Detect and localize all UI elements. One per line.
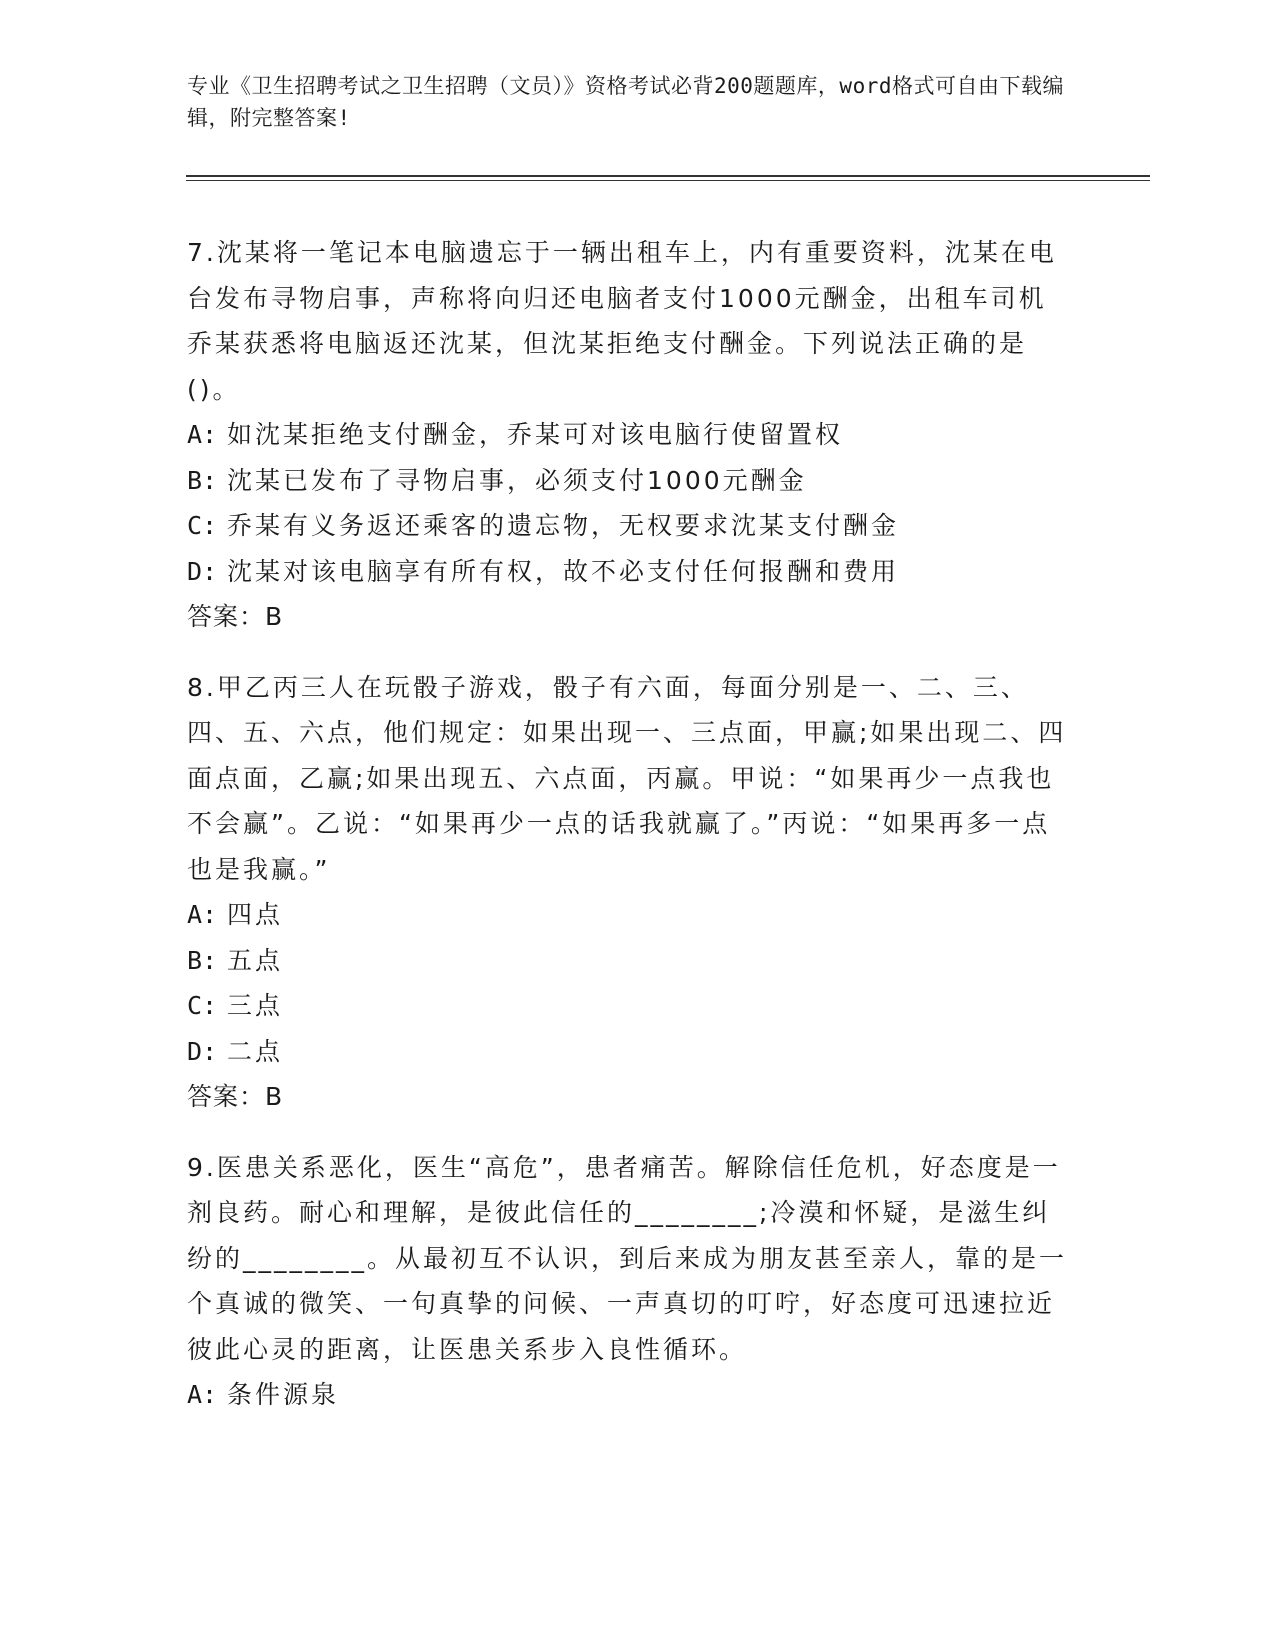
answer-label: 答案：B (187, 602, 284, 631)
option-letter: B: (187, 465, 218, 495)
option-text: 沈某对该电脑享有所有权，故不必支付任何报酬和费用 (227, 556, 900, 586)
option-letter: A: (187, 1380, 218, 1409)
option-d (187, 1029, 1067, 1075)
option-letter: C: (187, 511, 218, 540)
question-7 (187, 230, 1067, 640)
option-c (187, 983, 1067, 1029)
option-letter: D: (187, 1036, 218, 1066)
option-c (187, 503, 1067, 549)
option-text: 五点 (227, 945, 284, 975)
option-b (187, 938, 1067, 984)
option-letter: D: (187, 556, 218, 586)
question-list (187, 230, 1067, 1443)
header-divider-thin (186, 180, 1150, 181)
option-b (187, 458, 1067, 504)
option-letter: A: (187, 900, 218, 929)
option-text: 三点 (227, 991, 284, 1020)
document-header: 专业《卫生招聘考试之卫生招聘（文员）》资格考试必背200题题库，word格式可自由下载编辑，附完整答案! (187, 74, 1064, 130)
option-d (187, 549, 1067, 595)
option-text: 如沈某拒绝支付酬金，乔某可对该电脑行使留置权 (227, 420, 844, 449)
option-text: 条件源泉 (227, 1380, 340, 1409)
question-stem: 9.医患关系恶化，医生“高危”，患者痛苦。解除信任危机，好态度是一剂良药。耐心和理解，是彼此信任的________;冷漠和怀疑，是滋生纠纷的________。从最初互不认识，到后来成为朋友甚至亲人，靠的是一个真诚的微笑、一句真挚的问候、一声真切的叮咛，好态度可迅速拉近彼此心灵的距离，让医患关系步入良性循环。 (187, 1152, 1068, 1364)
option-a (187, 892, 1067, 938)
question-stem: 7.沈某将一笔记本电脑遗忘于一辆出租车上，内有重要资料，沈某在电台发布寻物启事，声称将向归还电脑者支付1000元酬金，出租车司机乔某获悉将电脑返还沈某，但沈某拒绝支付酬金。下列说法正确的是()。 (187, 238, 1057, 404)
option-letter: C: (187, 991, 218, 1020)
answer-label: 答案：B (187, 1082, 284, 1111)
option-text: 乔某有义务返还乘客的遗忘物，无权要求沈某支付酬金 (227, 511, 900, 540)
option-a (187, 412, 1067, 458)
header-divider-thick (186, 175, 1150, 177)
option-text: 四点 (227, 900, 284, 929)
question-9 (187, 1145, 1067, 1418)
question-stem: 8.甲乙丙三人在玩骰子游戏，骰子有六面，每面分别是一、二、三、四、五、六点，他们规定：如果出现一、三点面，甲赢;如果出现二、四面点面，乙赢;如果出现五、六点面，丙赢。甲说：“如果再少一点我也不会赢”。乙说：“如果再少一点的话我就赢了。”丙说：“如果再多一点也是我赢。” (187, 672, 1067, 884)
option-letter: B: (187, 945, 218, 975)
option-text: 二点 (227, 1036, 284, 1066)
option-letter: A: (187, 420, 218, 449)
option-text: 沈某已发布了寻物启事，必须支付1000元酬金 (227, 465, 807, 495)
option-a (187, 1372, 1067, 1418)
question-8 (187, 665, 1067, 1120)
